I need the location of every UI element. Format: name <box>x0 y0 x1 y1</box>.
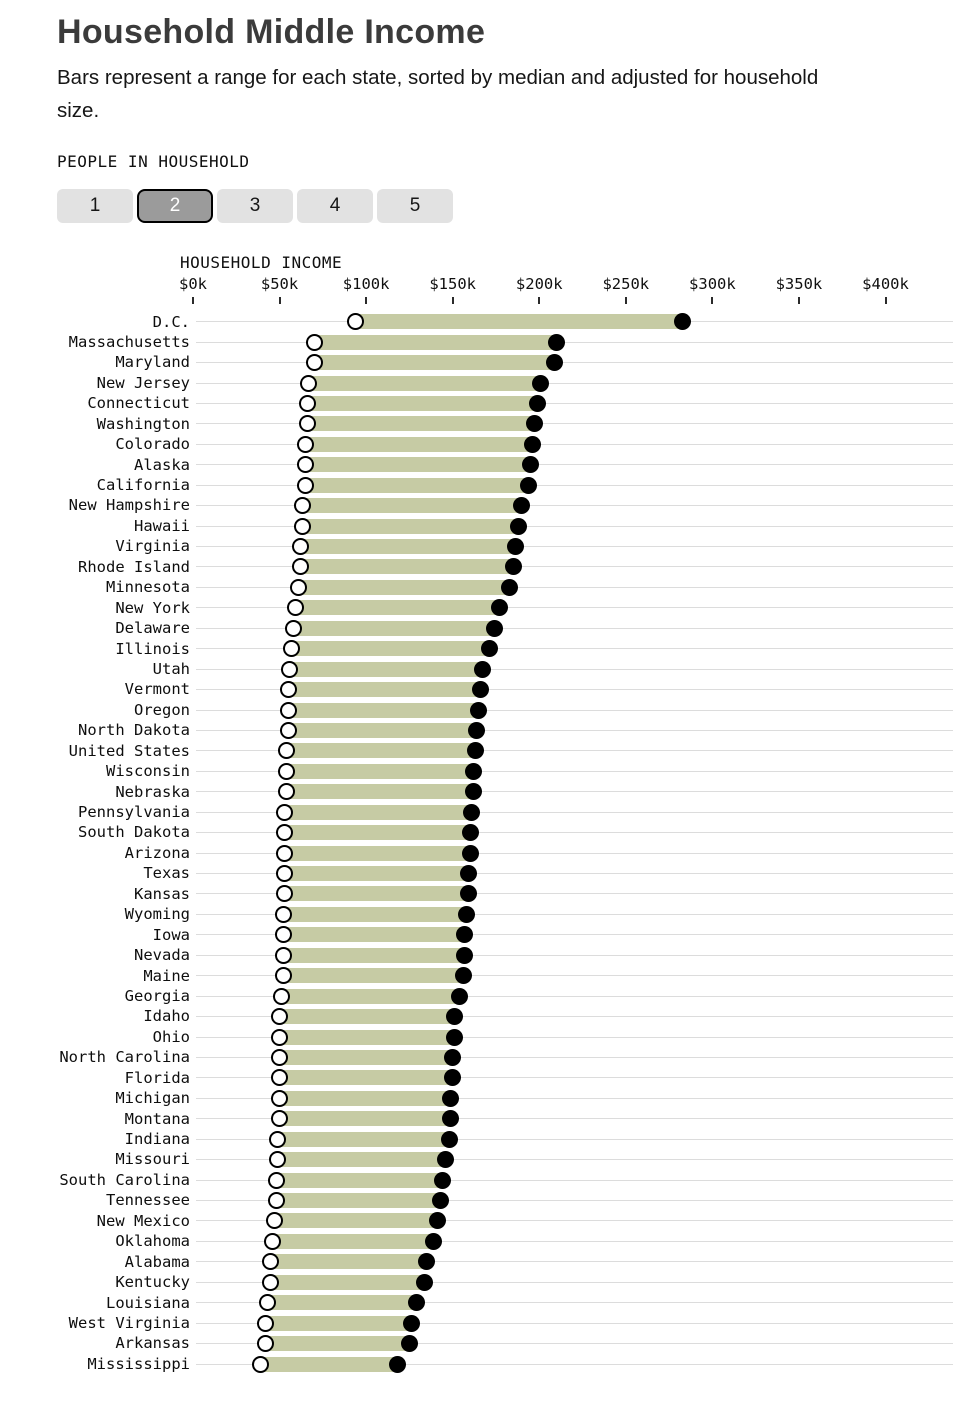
income-range-bar <box>286 743 475 758</box>
axis-tick-mark <box>711 297 713 304</box>
state-row <box>0 761 960 781</box>
range-low-dot <box>268 1192 285 1209</box>
income-range-bar <box>302 498 522 513</box>
state-label: West Virginia <box>68 1313 190 1332</box>
axis-tick-label: $400k <box>862 275 909 293</box>
page-subtitle: Bars represent a range for each state, sorted by median and adjusted for household size. <box>57 66 819 122</box>
range-low-dot <box>299 395 316 412</box>
income-range-bar <box>283 907 467 922</box>
range-low-dot <box>252 1356 269 1373</box>
state-row <box>0 659 960 679</box>
range-low-dot <box>276 804 293 821</box>
range-low-dot <box>276 845 293 862</box>
range-high-dot <box>432 1192 449 1209</box>
income-range-bar <box>306 478 529 493</box>
state-label: Kentucky <box>115 1273 190 1292</box>
income-range-bar <box>285 866 469 881</box>
state-row <box>0 720 960 740</box>
range-high-dot <box>442 1090 459 1107</box>
state-row <box>0 843 960 863</box>
axis-tick-mark <box>538 297 540 304</box>
state-label: Tennessee <box>106 1191 190 1210</box>
state-label: Wisconsin <box>106 762 190 781</box>
state-label: Connecticut <box>87 394 190 413</box>
range-high-dot <box>486 620 503 637</box>
x-axis-title: HOUSEHOLD INCOME <box>180 253 343 272</box>
state-row <box>0 312 960 332</box>
range-high-dot <box>467 742 484 759</box>
range-low-dot <box>259 1294 276 1311</box>
state-row <box>0 925 960 945</box>
income-range-bar <box>288 723 477 738</box>
household-size-button-3[interactable]: 3 <box>217 189 293 223</box>
income-range-bar <box>274 1213 437 1228</box>
state-label: Rhode Island <box>78 557 190 576</box>
axis-tick-label: $0k <box>179 275 207 293</box>
household-size-selector <box>57 189 453 223</box>
range-high-dot <box>446 1008 463 1025</box>
axis-tick-label: $350k <box>775 275 823 293</box>
state-label: Mississippi <box>87 1354 190 1373</box>
state-label: South Dakota <box>78 823 190 842</box>
income-range-bar <box>288 682 480 697</box>
range-low-dot <box>300 375 317 392</box>
range-high-dot <box>446 1029 463 1046</box>
income-range-bar <box>307 416 534 431</box>
income-range-bar <box>306 457 531 472</box>
range-low-dot <box>306 354 323 371</box>
state-label: New Mexico <box>96 1211 190 1230</box>
state-label: Texas <box>143 864 190 883</box>
income-range-bar <box>261 1357 398 1372</box>
state-row <box>0 557 960 577</box>
state-label: Ohio <box>152 1027 190 1046</box>
state-label: Vermont <box>124 680 190 699</box>
income-range-bar <box>292 641 489 656</box>
state-label: Arkansas <box>115 1334 190 1353</box>
range-high-dot <box>526 415 543 432</box>
state-row <box>0 455 960 475</box>
range-high-dot <box>472 681 489 698</box>
people-in-household-label: PEOPLE IN HOUSEHOLD <box>57 152 250 171</box>
state-row <box>0 945 960 965</box>
range-high-dot <box>520 477 537 494</box>
income-range-bar <box>306 437 533 452</box>
state-label: Maine <box>143 966 190 985</box>
state-label: Alaska <box>134 455 190 474</box>
range-low-dot <box>278 763 295 780</box>
range-high-dot <box>460 885 477 902</box>
axis-tick-label: $250k <box>602 275 650 293</box>
state-row <box>0 373 960 393</box>
state-row <box>0 618 960 638</box>
range-high-dot <box>458 906 475 923</box>
income-range-bar <box>314 335 556 350</box>
range-high-dot <box>548 334 565 351</box>
income-range-bar <box>285 886 469 901</box>
state-row <box>0 679 960 699</box>
income-range-bar <box>280 1070 453 1085</box>
income-range-bar <box>283 968 463 983</box>
state-label: New Hampshire <box>68 496 190 515</box>
state-label: D.C. <box>152 312 190 331</box>
state-label: Colorado <box>115 435 190 454</box>
state-row <box>0 1211 960 1231</box>
income-range-bar <box>300 539 515 554</box>
income-range-bar <box>273 1234 434 1249</box>
range-high-dot <box>510 518 527 535</box>
state-row <box>0 414 960 434</box>
range-high-dot <box>408 1294 425 1311</box>
income-range-bar <box>267 1295 416 1310</box>
range-low-dot <box>275 906 292 923</box>
range-low-dot <box>285 620 302 637</box>
state-row <box>0 495 960 515</box>
axis-tick-label: $150k <box>429 275 477 293</box>
income-range-bar <box>285 825 470 840</box>
range-high-dot <box>416 1274 433 1291</box>
range-high-dot <box>522 456 539 473</box>
state-label: Oregon <box>134 700 190 719</box>
range-low-dot <box>275 967 292 984</box>
state-label: Alabama <box>124 1252 190 1271</box>
state-label: Illinois <box>115 639 190 658</box>
range-high-dot <box>501 579 518 596</box>
range-low-dot <box>306 334 323 351</box>
state-row <box>0 1006 960 1026</box>
state-row <box>0 904 960 924</box>
state-label: Montana <box>124 1109 190 1128</box>
state-label: Louisiana <box>106 1293 190 1312</box>
range-high-dot <box>470 702 487 719</box>
range-low-dot <box>271 1029 288 1046</box>
range-low-dot <box>294 518 311 535</box>
state-row <box>0 639 960 659</box>
range-low-dot <box>280 722 297 739</box>
range-low-dot <box>271 1008 288 1025</box>
state-row <box>0 1293 960 1313</box>
income-range-bar <box>285 846 470 861</box>
income-range-bar <box>278 1132 449 1147</box>
range-high-dot <box>513 497 530 514</box>
state-label: Pennsylvania <box>78 803 190 821</box>
range-low-dot <box>268 1172 285 1189</box>
state-label: Idaho <box>143 1007 190 1026</box>
range-high-dot <box>455 967 472 984</box>
range-high-dot <box>529 395 546 412</box>
state-row <box>0 802 960 822</box>
range-high-dot <box>441 1131 458 1148</box>
state-row <box>0 884 960 904</box>
state-label: Nebraska <box>115 782 190 801</box>
page-title: Household Middle Income <box>57 13 486 51</box>
income-range-bar <box>295 600 499 615</box>
range-high-dot <box>389 1356 406 1373</box>
state-row <box>0 393 960 413</box>
range-low-dot <box>297 436 314 453</box>
range-low-dot <box>257 1315 274 1332</box>
axis-tick-label: $50k <box>260 275 299 293</box>
range-low-dot <box>281 661 298 678</box>
state-row <box>0 1088 960 1108</box>
household-size-button-5[interactable]: 5 <box>377 189 453 223</box>
income-range-bar <box>280 1091 451 1106</box>
income-range-bar <box>266 1316 411 1331</box>
range-high-dot <box>465 763 482 780</box>
range-low-dot <box>299 415 316 432</box>
range-high-dot <box>505 558 522 575</box>
income-range-bar <box>280 1030 455 1045</box>
household-size-button-2[interactable]: 2 <box>137 189 213 223</box>
state-label: Oklahoma <box>115 1232 190 1251</box>
axis-tick-mark <box>365 297 367 304</box>
income-range-bar <box>290 662 482 677</box>
income-range-bar <box>266 1336 410 1351</box>
income-range-bar <box>276 1173 442 1188</box>
range-low-dot <box>294 497 311 514</box>
state-row <box>0 1149 960 1169</box>
range-low-dot <box>271 1049 288 1066</box>
state-row <box>0 1027 960 1047</box>
state-row <box>0 1313 960 1333</box>
range-low-dot <box>275 947 292 964</box>
income-range-bar <box>271 1254 427 1269</box>
state-label: South Carolina <box>59 1170 190 1189</box>
state-row <box>0 986 960 1006</box>
state-row <box>0 1129 960 1149</box>
state-label: Arizona <box>124 843 190 862</box>
income-range-bar <box>280 1009 455 1024</box>
state-row <box>0 332 960 352</box>
axis-tick-mark <box>192 297 194 304</box>
range-low-dot <box>273 988 290 1005</box>
range-high-dot <box>429 1212 446 1229</box>
income-range-bar <box>288 703 478 718</box>
range-low-dot <box>269 1131 286 1148</box>
income-range-bar <box>281 989 459 1004</box>
range-low-dot <box>271 1090 288 1107</box>
state-label: Iowa <box>152 925 190 944</box>
state-row <box>0 434 960 454</box>
range-high-dot <box>474 661 491 678</box>
state-label: Wyoming <box>124 905 190 924</box>
income-range-bar <box>285 805 472 820</box>
range-high-dot <box>465 783 482 800</box>
range-high-dot <box>463 804 480 821</box>
range-high-dot <box>491 599 508 616</box>
axis-tick-label: $300k <box>689 275 736 293</box>
range-high-dot <box>460 865 477 882</box>
income-range-bar <box>283 927 465 942</box>
income-range-bar <box>276 1193 440 1208</box>
income-range-bar <box>286 764 473 779</box>
axis-tick-mark <box>279 297 281 304</box>
state-row <box>0 1047 960 1067</box>
range-high-dot <box>425 1233 442 1250</box>
household-size-button-1[interactable]: 1 <box>57 189 133 223</box>
range-high-dot <box>434 1172 451 1189</box>
income-range-bar <box>356 314 683 329</box>
state-label: Virginia <box>115 537 190 556</box>
range-low-dot <box>264 1233 281 1250</box>
range-high-dot <box>444 1049 461 1066</box>
state-label: Michigan <box>115 1089 190 1108</box>
state-row <box>0 1190 960 1210</box>
state-row <box>0 598 960 618</box>
state-label: New York <box>115 598 190 617</box>
state-label: Florida <box>124 1068 190 1087</box>
state-row <box>0 1354 960 1374</box>
range-high-dot <box>468 722 485 739</box>
range-high-dot <box>481 640 498 657</box>
range-high-dot <box>444 1069 461 1086</box>
range-low-dot <box>280 702 297 719</box>
range-low-dot <box>275 926 292 943</box>
range-low-dot <box>287 599 304 616</box>
state-label: Delaware <box>115 619 190 638</box>
range-high-dot <box>456 947 473 964</box>
state-label: Utah <box>152 659 190 678</box>
range-low-dot <box>290 579 307 596</box>
income-range-bar <box>299 580 510 595</box>
state-row <box>0 966 960 986</box>
income-range-bar <box>286 784 473 799</box>
state-row <box>0 352 960 372</box>
state-row <box>0 782 960 802</box>
axis-tick-mark <box>798 297 800 304</box>
state-label: United States <box>68 741 190 760</box>
axis-tick-mark <box>885 297 887 304</box>
income-range-bar <box>293 621 494 636</box>
axis-tick-label: $100k <box>342 275 390 293</box>
axis-tick-mark <box>625 297 627 304</box>
state-row <box>0 1272 960 1292</box>
state-row <box>0 1109 960 1129</box>
range-high-dot <box>418 1253 435 1270</box>
chart-rows <box>0 312 960 1375</box>
axis-tick-mark <box>452 297 454 304</box>
income-range-bar <box>307 396 537 411</box>
state-label: California <box>96 476 190 494</box>
range-high-dot <box>462 824 479 841</box>
state-row <box>0 863 960 883</box>
axis-tick-label: $200k <box>515 275 563 293</box>
range-high-dot <box>401 1335 418 1352</box>
state-row <box>0 475 960 495</box>
state-row <box>0 1068 960 1088</box>
range-high-dot <box>507 538 524 555</box>
range-high-dot <box>462 845 479 862</box>
range-high-dot <box>674 313 691 330</box>
state-row <box>0 822 960 842</box>
state-row <box>0 1170 960 1190</box>
state-row <box>0 741 960 761</box>
range-low-dot <box>292 538 309 555</box>
state-label: North Dakota <box>78 721 190 740</box>
state-row <box>0 536 960 556</box>
range-low-dot <box>297 477 314 494</box>
income-range-chart <box>0 248 960 1383</box>
range-high-dot <box>456 926 473 943</box>
state-row <box>0 700 960 720</box>
range-high-dot <box>524 436 541 453</box>
income-range-bar <box>280 1050 453 1065</box>
range-low-dot <box>280 681 297 698</box>
state-label: Georgia <box>124 986 190 1005</box>
state-label: New Jersey <box>96 373 190 392</box>
household-size-button-4[interactable]: 4 <box>297 189 373 223</box>
state-label: Kansas <box>134 884 190 903</box>
income-range-bar <box>300 559 513 574</box>
state-row <box>0 577 960 597</box>
range-high-dot <box>403 1315 420 1332</box>
range-high-dot <box>451 988 468 1005</box>
state-row <box>0 1252 960 1272</box>
state-row <box>0 1333 960 1353</box>
income-range-bar <box>278 1152 446 1167</box>
income-range-bar <box>314 355 555 370</box>
state-label: Massachusetts <box>68 332 190 351</box>
income-range-bar <box>283 948 465 963</box>
state-label: Hawaii <box>134 516 190 535</box>
range-high-dot <box>442 1110 459 1127</box>
income-range-bar <box>309 376 541 391</box>
range-high-dot <box>532 375 549 392</box>
state-label: Missouri <box>115 1150 190 1169</box>
range-high-dot <box>437 1151 454 1168</box>
state-label: North Carolina <box>59 1048 190 1067</box>
state-row <box>0 1231 960 1251</box>
income-range-bar <box>302 519 518 534</box>
state-label: Nevada <box>134 946 190 965</box>
state-label: Indiana <box>124 1130 190 1148</box>
state-label: Minnesota <box>106 578 190 597</box>
range-high-dot <box>546 354 563 371</box>
state-label: Maryland <box>115 353 190 372</box>
state-label: Washington <box>96 414 190 433</box>
income-range-bar <box>271 1275 425 1290</box>
state-row <box>0 516 960 536</box>
income-range-bar <box>280 1111 451 1126</box>
